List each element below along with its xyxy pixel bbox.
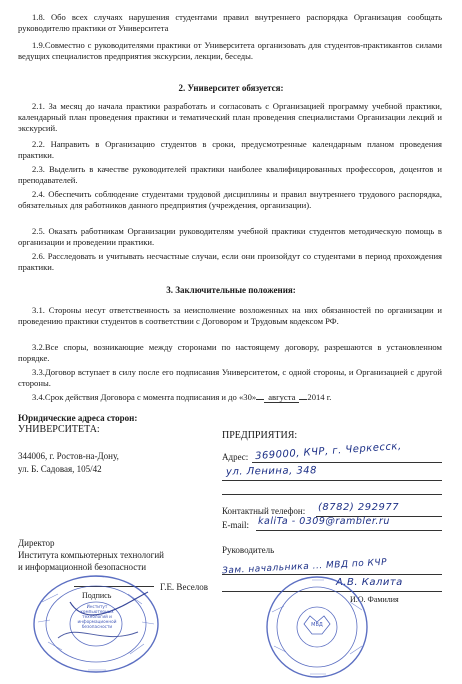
clause-2-5: 2.5. Оказать работникам Организации руководителям учебной практики студентов методическую помощь в организации и проведении практики. [18,226,442,248]
clause-3-4-month: августа [264,392,299,403]
phone-handwritten: (8782) 292977 [318,502,400,513]
university-label: УНИВЕРСИТЕТА: [18,424,100,435]
section-3-heading: 3. Заключительные положения: [166,285,296,295]
email-handwritten: kaliTa - 0309@rambler.ru [258,516,390,527]
clause-3-4-year: 2014 г. [307,392,332,402]
clause-3-3: 3.3.Договор вступает в силу после его подписания Университетом, с одной стороны, и Организацией с другой стороны. [18,367,442,389]
clause-3-4 [18,392,442,403]
clause-3-1: 3.1. Стороны несут ответственность за неисполнение возложенных на них обязанностей по организации и проведению практики студентов в соответствии с Договором и Трудовым кодексом РФ. [18,305,442,327]
address-underline-1 [252,462,442,463]
address-handwritten-1: 369000, КЧР, г. Черкесск, [254,440,402,463]
manager-signature-handwritten: А.В. Калита [336,577,403,588]
company-stamp-center-text: МВД [311,622,323,628]
clause-2-6: 2.6. Расследовать и учитывать несчастные случаи, если они произойдут со студентами в период прохождения практики. [18,251,442,273]
clause-2-1: 2.1. За месяц до начала практики разработать и согласовать с Организацией программу учебной практики, календарный план проведения практики и тематический план проведения специалистами Организации лекций и экскурсий. [18,101,442,134]
director-department-2: и информационной безопасности [18,562,147,572]
email-label: E-mail: [222,520,249,530]
clause-1-8: 1.8. Обо всех случаях нарушения студентами правил внутреннего распорядка Организация сообщать руководителю практики от Университета [18,12,442,34]
director-signature-label: Подпись [82,591,112,600]
clause-3-4-prefix: 3.4.Срок действия Договора с момента подписания и до «30» [32,392,257,402]
clause-2-4: 2.4. Обеспечить соблюдение студентами трудовой дисциплины и правил внутреннего трудового распорядка, обязательных для работников данного предприятия (учреждения, организации). [18,189,442,211]
director-department-1: Института компьютерных технологий [18,550,164,560]
address-underline-2 [222,480,442,481]
university-stamp-center-text: Институт компьютерных технологий и информационной безопасности [77,604,117,629]
university-address-line-2: ул. Б. Садовая, 105/42 [18,464,102,474]
university-address-line-1: 344006, г. Ростов-на-Дону, [18,451,119,461]
address-handwritten-2: ул. Ленина, 348 [225,465,318,478]
director-title: Директор [18,538,55,548]
section-2-heading: 2. Университет обязуется: [178,83,284,93]
clause-2-3: 2.3. Выделить в качестве руководителей практики наиболее квалифицированных профессоров, доцентов и преподавателей. [18,164,442,186]
clause-2-2: 2.2. Направить в Организацию студентов в сроки, предусмотренные календарным планом проведения практики. [18,139,442,161]
director-name: Г.Е. Веселов [160,582,208,592]
manager-title: Руководитель [222,545,275,555]
email-underline [256,530,442,531]
manager-position-handwritten: Зам. начальника ... МВД по КЧР [221,557,388,577]
manager-name-label: И.О. Фамилия [350,595,399,604]
phone-label: Контактный телефон: [222,506,306,516]
address-underline-3 [222,494,442,495]
address-label: Адрес: [222,452,249,462]
addresses-title: Юридические адреса сторон: [18,413,138,423]
company-label: ПРЕДПРИЯТИЯ: [222,430,298,441]
clause-1-9: 1.9.Совместно с руководителями практики от Университета организовать для студентов-практикантов силами ведущих специалистов предприятия экскурсии, лекции, беседы. [18,40,442,62]
clause-3-2: 3.2.Все споры, возникающие между сторонами по настоящему договору, разрешаются в установленном порядке. [18,342,442,364]
